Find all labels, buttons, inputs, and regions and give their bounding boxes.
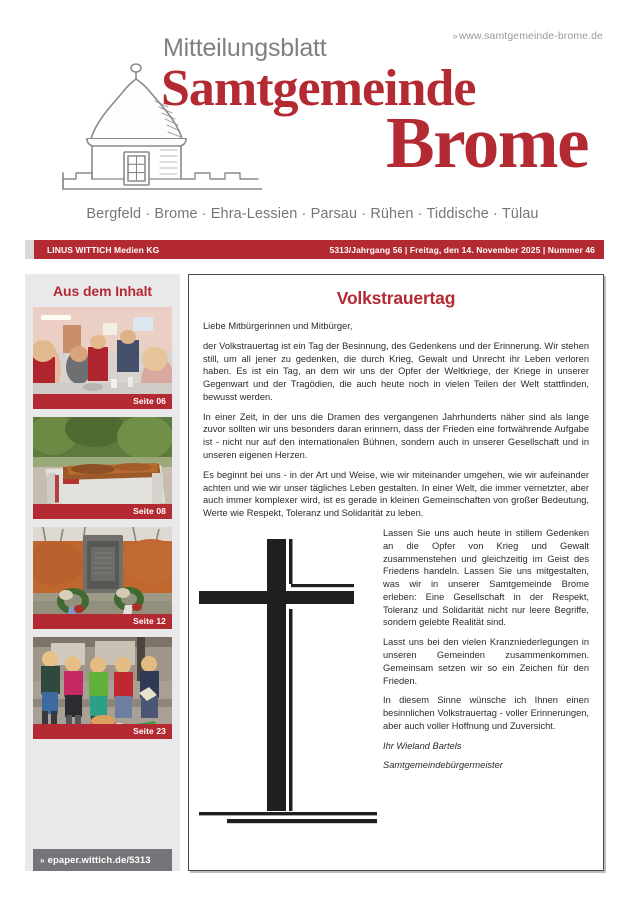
article-lower-section bbox=[203, 527, 589, 779]
village-list: Bergfeld · Brome · Ehra-Lessien · Parsau · Rühen · Tiddische · Tülau bbox=[86, 206, 539, 222]
info-bar-content bbox=[34, 240, 604, 259]
memorial-cross-illustration bbox=[199, 531, 377, 826]
contents-sidebar bbox=[25, 274, 180, 871]
issue-info-label: 5313/Jahrgang 56 | Freitag, den 14. November 2025 | Nummer 46 bbox=[329, 244, 595, 255]
article-paragraph: Lasst uns bei den vielen Kranzniederlegungen in unseren Gemeinden zusammenkommen. Gemeinsam setzen wir so ein Zeichen für den Frieden. bbox=[383, 637, 589, 686]
chevron-right-icon: » bbox=[452, 31, 458, 41]
page-reference-label: Seite 12 bbox=[33, 614, 172, 629]
page-reference-label: Seite 08 bbox=[33, 504, 172, 519]
article-paragraph: In diesem Sinne wünsche ich Ihnen einen besinnlichen Volkstrauertag - voller Erinnerungen, aber auch voller Hoffnung und Zuversicht. bbox=[383, 695, 589, 731]
article-right-column bbox=[383, 527, 589, 779]
article-paragraph: In einer Zeit, in der uns die Dramen des vergangenen Jahrhunderts näher sind als lange zuvor sollten wir uns besonders daran erinnern, dass der Frieden eine fortwährende Aufgabe ist - nicht nur auf den internationalen Bühnen, sondern auch in unserer Gesellschaft und in unseren eigenen Herzen. bbox=[203, 411, 589, 461]
masthead-title-line1: Samtgemeinde bbox=[161, 60, 476, 117]
list-item[interactable] bbox=[33, 637, 172, 739]
article-title: Volkstrauertag bbox=[336, 288, 456, 308]
main-article bbox=[188, 274, 604, 871]
page-reference-label: Seite 06 bbox=[33, 394, 172, 409]
page-content bbox=[25, 274, 604, 871]
masthead-title-line2: Brome bbox=[386, 101, 588, 183]
epaper-link[interactable] bbox=[33, 849, 172, 871]
publisher-label: LINUS WITTICH Medien KG bbox=[47, 244, 160, 255]
page-reference-label: Seite 23 bbox=[33, 724, 172, 739]
masthead-kicker: Mitteilungsblatt bbox=[163, 34, 327, 62]
list-item[interactable] bbox=[33, 417, 172, 519]
masthead bbox=[0, 0, 625, 232]
list-item[interactable] bbox=[33, 307, 172, 409]
article-salutation: Liebe Mitbürgerinnen und Mitbürger, bbox=[203, 321, 353, 331]
sidebar-title: Aus dem Inhalt bbox=[53, 283, 152, 299]
website-url-text: www.samtgemeinde-brome.de bbox=[458, 30, 603, 42]
epaper-link-label: epaper.wittich.de/5313 bbox=[47, 854, 151, 866]
article-signature-name: Ihr Wieland Bartels bbox=[383, 740, 462, 751]
issue-info-bar bbox=[25, 240, 604, 259]
article-signature-role: Samtgemeindebürgermeister bbox=[383, 760, 503, 771]
article-paragraph: Es beginnt bei uns - in der Art und Weise, wie wir miteinander umgehen, wie wir aufeinander achten und wie wir unser tägliches Leben gestalten. In einer Welt, die immer vernetzter, aber auch immer komplexer wird, ist es gerade in kleinen Gemeinschaften von großer Bedeutung, Werte wie Respekt, Toleranz und Solidarität zu leben. bbox=[203, 469, 589, 519]
article-paragraph: Lassen Sie uns auch heute in stillem Gedenken an die Opfer von Krieg und Gewalt zusammenstehen und gleichzeitig im Geist des Friedens handeln. Lassen Sie uns mitgestalten, was wir in unserer Samtgemeinde Brome erleben: Eine Gesellschaft in der Respekt, Toleranz und Solidarität nicht nur leere Begriffe, sondern gelebte Realität sind. bbox=[383, 527, 589, 628]
article-intro bbox=[203, 320, 589, 520]
list-item[interactable] bbox=[33, 527, 172, 629]
chevron-right-icon: » bbox=[40, 855, 45, 865]
article-paragraph: der Volkstrauertag ist ein Tag der Besinnung, des Gedenkens und der Erinnerung. Wir stehen still, um all jener zu gedenken, die durch Krieg, Gewalt und Unrecht ihr Leben verloren haben. Es ist ein Tag, an dem wir uns der Opfer der Weltkriege, der Kriege in unserer Gegenwart und der Tragödien, die auch heute noch in vielen Teilen der Welt stattfinden, bewusst werden. bbox=[203, 340, 589, 402]
